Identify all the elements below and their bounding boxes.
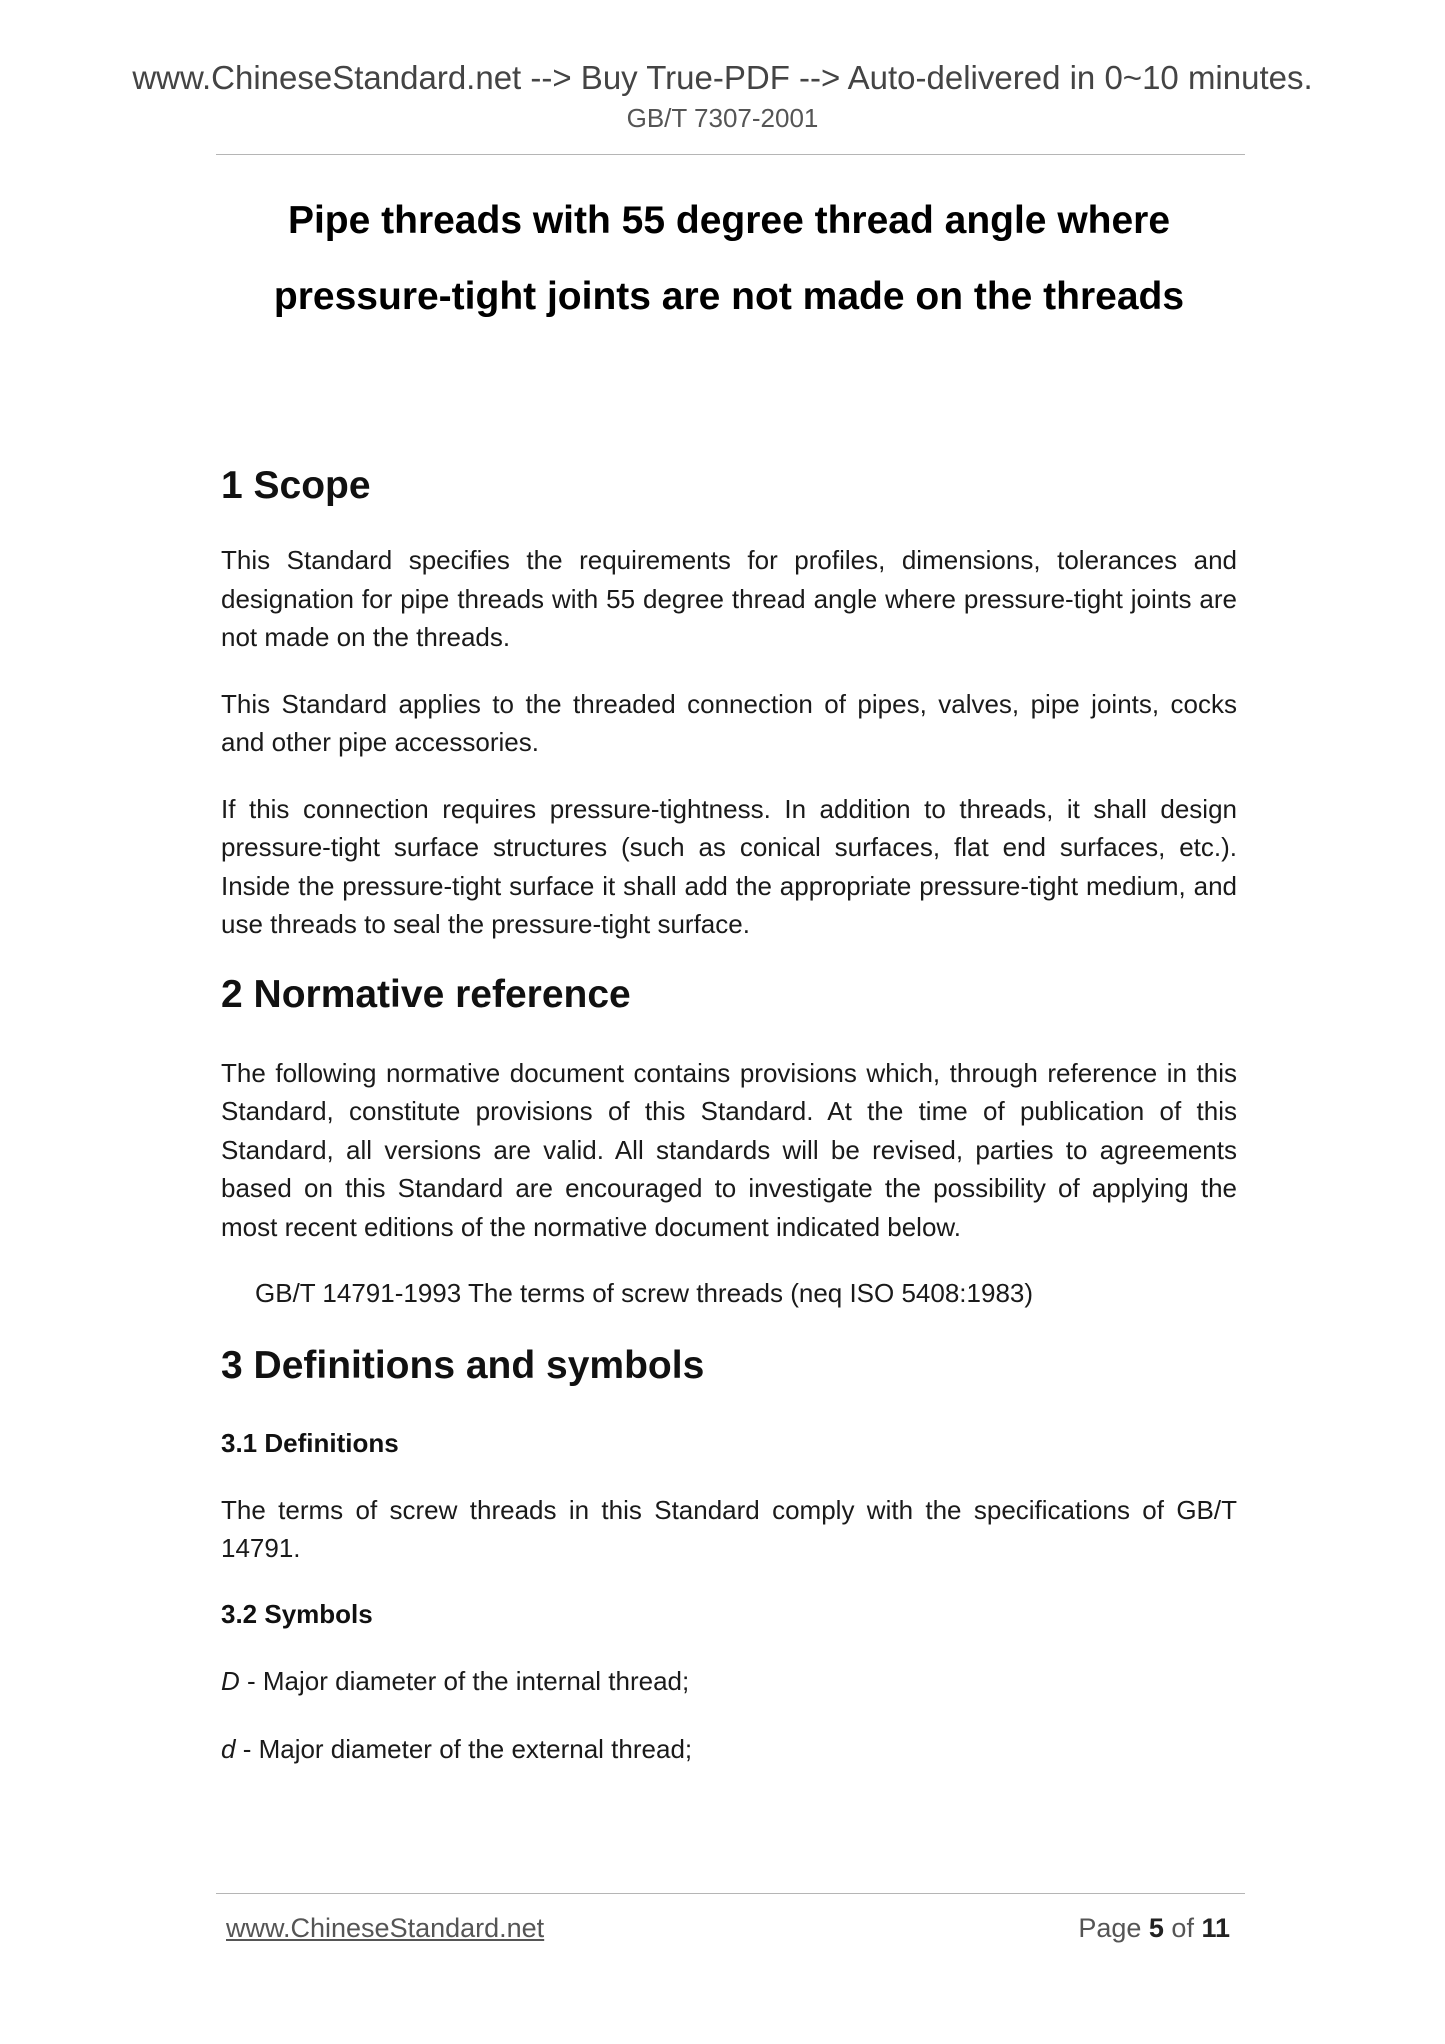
- page-prefix: Page: [1078, 1913, 1149, 1943]
- symbol-item: [221, 1662, 1237, 1701]
- reference-item: GB/T 14791-1993 The terms of screw threads (neq ISO 5408:1983): [255, 1278, 1034, 1308]
- footer-divider: [216, 1893, 1245, 1894]
- page-header: [0, 56, 1445, 136]
- scope-paragraph-3: If this connection requires pressure-tightness. In addition to threads, it shall design pressure-tight surface structures (such as conical surfaces, flat end surfaces, etc.). Inside the pressure-tight surface it shall add the appropriate pressure-tight medium, and use threads to seal the pressure-tight surface.: [221, 793, 1237, 939]
- symbol-letter: d: [221, 1734, 236, 1764]
- section-heading-normative-reference: 2 Normative reference: [221, 972, 631, 1016]
- section-heading-definitions-symbols: 3 Definitions and symbols: [221, 1343, 705, 1387]
- subsection-heading-symbols: 3.2 Symbols: [221, 1598, 373, 1629]
- title-line-2: pressure-tight joints are not made on the threads: [273, 275, 1185, 318]
- symbol-letter: D: [221, 1665, 240, 1696]
- header-promo-link[interactable]: www.ChineseStandard.net --> Buy True-PDF --> Auto-delivered in 0~10 minutes.: [132, 59, 1313, 96]
- current-page: 5: [1148, 1913, 1164, 1943]
- total-pages: 11: [1201, 1913, 1230, 1943]
- page-footer: [226, 1908, 1230, 1948]
- symbol-item: [221, 1730, 1237, 1769]
- definitions-paragraph: The terms of screw threads in this Standard comply with the specifications of GB/T 14791.: [221, 1494, 1237, 1563]
- section-heading-scope: 1 Scope: [221, 464, 371, 507]
- page-number-indicator: [1078, 1908, 1230, 1948]
- header-divider: [216, 154, 1245, 155]
- scope-paragraph-1: This Standard specifies the requirements for profiles, dimensions, tolerances and designation for pipe threads with 55 degree thread angle where pressure-tight joints are not made on the threads.: [221, 545, 1237, 652]
- subsection-heading-definitions: 3.1 Definitions: [221, 1427, 399, 1458]
- title-line-1: Pipe threads with 55 degree thread angle where: [287, 199, 1171, 242]
- normative-reference-paragraph: The following normative document contains provisions which, through reference in this Standard, constitute provisions of this Standard. At the time of publication of this Standard, all versions are valid. All standards will be revised, parties to agreements based on this Standard are encouraged to investigate the possibility of applying the most recent editions of the normative document indicated below.: [221, 1057, 1237, 1242]
- document-body: [221, 183, 1237, 1769]
- document-title: [221, 183, 1237, 335]
- footer-website-link[interactable]: www.ChineseStandard.net: [226, 1913, 545, 1943]
- page-of: of: [1163, 1913, 1202, 1943]
- symbol-description: - Major diameter of the external thread;: [235, 1734, 693, 1764]
- scope-paragraph-2: This Standard applies to the threaded connection of pipes, valves, pipe joints, cocks and other pipe accessories.: [221, 688, 1237, 757]
- symbol-description: - Major diameter of the internal thread;: [239, 1665, 690, 1696]
- standard-code: GB/T 7307-2001: [626, 103, 819, 133]
